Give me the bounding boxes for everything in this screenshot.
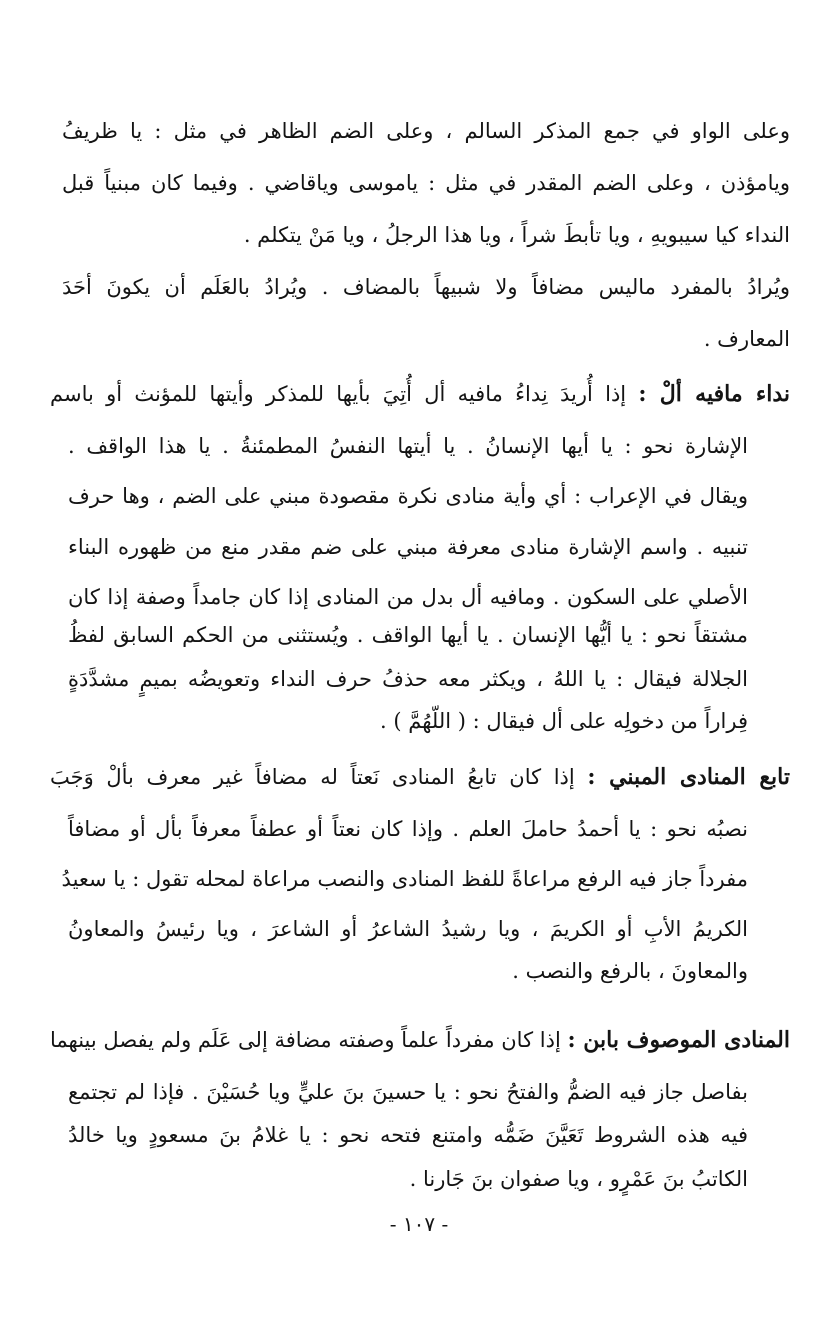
text-line: ويُرادُ بالمفرد ماليس مضافاً ولا شبيهاً بالمضاف . ويُرادُ بالعَلَم أن يكونَ أحَدَ <box>62 275 790 299</box>
text-line: فيه هذه الشروط تَعَيَّنَ ضَمُّه وامتنع فتحه نحو : يا غلامُ بنَ مسعودٍ ويا خالدُ <box>68 1123 748 1147</box>
text-line: الكاتبُ بنَ عَمْرٍو ، ويا صفوان بنَ جَارنا . <box>409 1167 748 1191</box>
text-line: الكريمُ الأبِ أو الكريمَ ، ويا رشيدُ الشاعرُ أو الشاعرَ ، ويا رئيسُ والمعاونُ <box>68 917 748 941</box>
text-line: المعارف . <box>703 327 790 351</box>
text-line: والمعاونَ ، بالرفع والنصب . <box>512 959 748 983</box>
heading-line <box>50 377 790 411</box>
heading-line <box>50 760 790 794</box>
text-span: إذا كان تابعُ المنادى نَعتاً له مضافاً غير معرف بألْ وَجَبَ <box>50 765 575 789</box>
text-line: النداء كيا سيبويهِ ، ويا تأبطَ شراً ، ويا هذا الرجلُ ، ويا مَنْ يتكلم . <box>243 223 790 247</box>
text-line: وعلى الواو في جمع المذكر السالم ، وعلى الضم الظاهر في مثل : يا ظريفُ <box>62 119 790 143</box>
text-line: بفاصل جاز فيه الضمُّ والفتحُ نحو : يا حسينَ بنَ عليٍّ ويا حُسَيْنَ . فإذا لم تجتمع <box>68 1080 748 1104</box>
text-line: الجلالة فيقال : يا اللهُ ، ويكثر معه حذفُ حرف النداء وتعويضُه بميمٍ مشدَّدَةٍ <box>68 667 748 691</box>
text-line: الأصلي على السكون . ومافيه أل بدل من المنادى إذا كان جامداً وصفة إذا كان <box>68 585 748 609</box>
text-line: مفرداً جاز فيه الرفع مراعاةً للفظ المنادى والنصب مراعاة لمحله تقول : يا سعيدُ <box>61 867 748 891</box>
text-line: فِراراً من دخولِه على أل فيقال : ( اللّهُمَّ ) . <box>380 709 748 733</box>
text-line: نصبُه نحو : يا أحمدُ حاملَ العلم . وإذا كان نعتاً أو عطفاً معرفاً بأل أو مضافاً <box>68 817 748 841</box>
text-line: تنبيه . واسم الإشارة منادى معرفة مبني على ضم مقدر منع من ظهوره البناء <box>68 535 748 559</box>
section-term: تابع المنادى المبني : <box>587 764 790 790</box>
page-number: - ١٠٧ - <box>389 1212 449 1236</box>
heading-line <box>50 1023 790 1057</box>
text-line: مشتقاً نحو : يا أيُّها الإنسان . يا أيها الواقف . ويُستثنى من الحكم السابق لفظُ <box>68 623 748 647</box>
text-span: إذا أُريدَ نِداءُ مافيه أل أُتِيَ بأيها للمذكر وأيتها للمؤنث أو باسم <box>50 382 627 406</box>
section-term: نداء مافيه ألْ : <box>638 381 790 407</box>
text-line: الإشارة نحو : يا أيها الإنسانُ . يا أيتها النفسُ المطمئنةُ . يا هذا الواقف . <box>68 434 748 458</box>
text-span: إذا كان مفرداً علماً وصفته مضافة إلى عَلَم ولم يفصل بينهما <box>50 1028 561 1052</box>
section-term: المنادى الموصوف بابن : <box>567 1027 790 1053</box>
text-line: ويقال في الإعراب : أي وأية منادى نكرة مقصودة مبني على الضم ، وها حرف <box>68 484 748 508</box>
text-line: ويامؤذن ، وعلى الضم المقدر في مثل : ياموسى وياقاضي . وفيما كان مبنياً قبل <box>62 171 790 195</box>
